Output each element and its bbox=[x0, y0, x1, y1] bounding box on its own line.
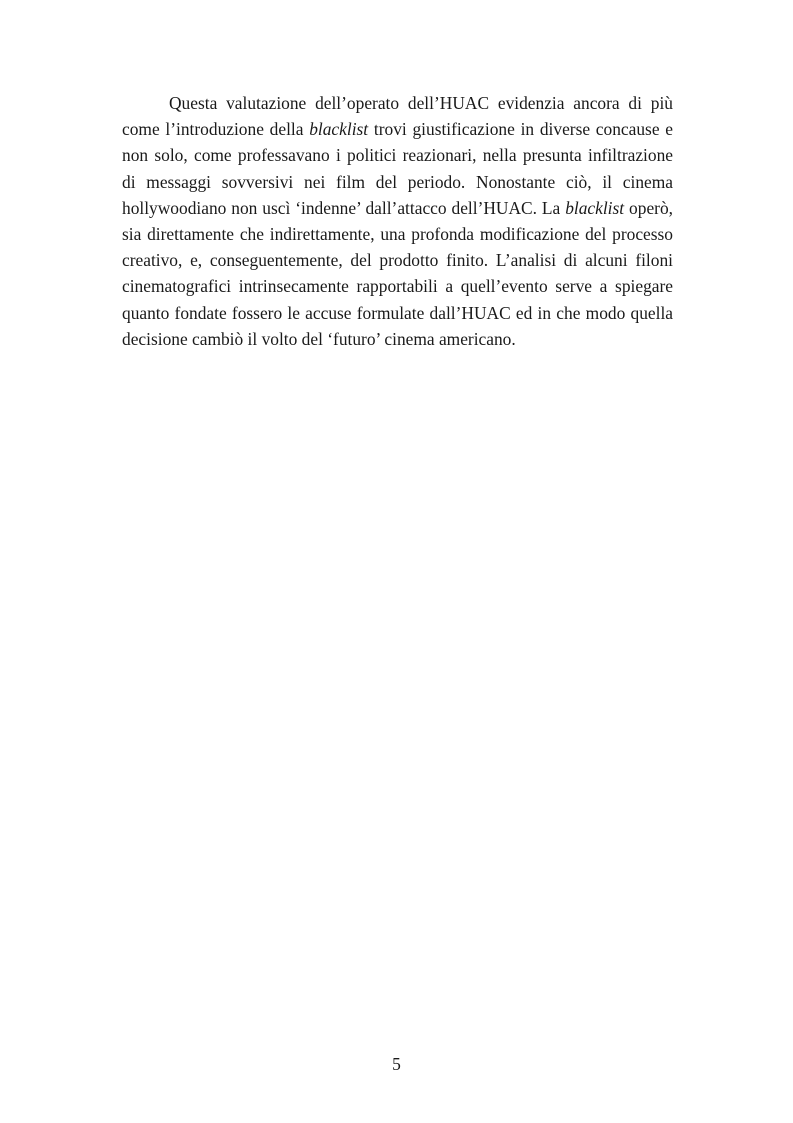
italic-term-blacklist: blacklist bbox=[565, 197, 625, 218]
paragraph-text-segment: trovi giustificazione in diverse concause e non solo, come professavano i politici reazionari, nella presunta infiltrazione di messaggi sovversivi nei film del periodo. Nonostante ciò, il cinema hollywoodiano non uscì ‘indenne’ dall’attacco dell’HUAC. La bbox=[122, 119, 673, 218]
paragraph-text-segment: operò, sia direttamente che indirettamente, una profonda modificazione del processo creativo, e, conseguentemente, del prodotto finito. L’analisi di alcuni filoni cinematografici intrinsecamente rapportabili a quell’evento serve a spiegare quanto fondate fossero le accuse formulate dall’HUAC ed in che modo quella decisione cambiò il volto del ‘futuro’ cinema americano. bbox=[122, 197, 673, 349]
paragraph-text-segment: Questa valutazione dell’operato dell’HUAC evidenzia ancora di più come l’introduzione della bbox=[122, 93, 673, 140]
page-number: 5 bbox=[392, 1054, 401, 1074]
italic-term-blacklist: blacklist bbox=[309, 119, 369, 140]
body-paragraph bbox=[122, 90, 673, 352]
